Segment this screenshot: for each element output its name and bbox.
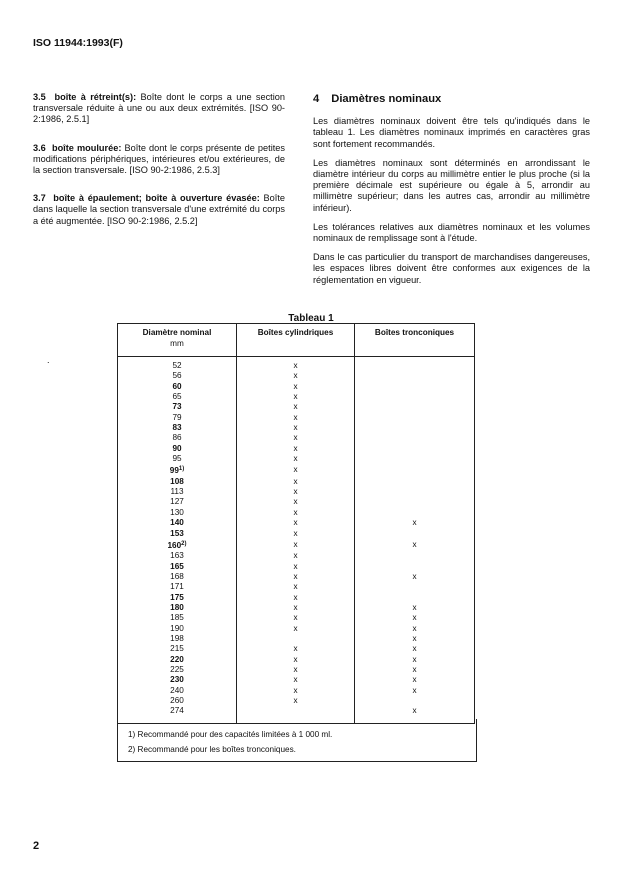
- diameter-cell: 90: [118, 444, 237, 454]
- conical-cell: [355, 562, 475, 572]
- table-row: [118, 433, 475, 443]
- conical-cell: x: [355, 572, 475, 582]
- table-row: [118, 613, 475, 623]
- cylindrical-cell: x: [237, 413, 355, 423]
- cylindrical-cell: x: [237, 423, 355, 433]
- conical-cell: x: [355, 675, 475, 685]
- stray-mark: .: [47, 355, 50, 365]
- conical-cell: x: [355, 603, 475, 613]
- conical-cell: x: [355, 706, 475, 723]
- diameter-cell: 215: [118, 644, 237, 654]
- table-row: [118, 477, 475, 487]
- conical-cell: x: [355, 634, 475, 644]
- conical-cell: [355, 529, 475, 539]
- diameter-cell: 160$^{2)}$: [118, 539, 237, 551]
- cylindrical-cell: x: [237, 487, 355, 497]
- conical-cell: x: [355, 518, 475, 528]
- diameter-cell: 190: [118, 624, 237, 634]
- diameter-cell: 220: [118, 655, 237, 665]
- diameter-cell: 163: [118, 551, 237, 561]
- cylindrical-cell: x: [237, 551, 355, 561]
- table-row: [118, 593, 475, 603]
- conical-cell: [355, 454, 475, 464]
- conical-cell: [355, 444, 475, 454]
- cylindrical-cell: x: [237, 477, 355, 487]
- diameter-cell: 274: [118, 706, 237, 723]
- table-row: [118, 497, 475, 507]
- cylindrical-cell: x: [237, 665, 355, 675]
- table-row: [118, 624, 475, 634]
- diameter-cell: 130: [118, 508, 237, 518]
- table-row: [118, 634, 475, 644]
- conical-cell: x: [355, 655, 475, 665]
- cylindrical-cell: x: [237, 357, 355, 372]
- cylindrical-cell: x: [237, 497, 355, 507]
- conical-cell: [355, 508, 475, 518]
- definition-3-7: 3.7 boîte à épaulement; boîte à ouverture évasée: Boîte dans laquelle la section transversale d'une extrémité du corps a été augmentée. [ISO 90-2:1986, 2.5.2]: [33, 193, 285, 226]
- conical-cell: [355, 593, 475, 603]
- header-diameter: Diamètre nominal mm: [118, 324, 237, 357]
- cylindrical-cell: [237, 634, 355, 644]
- table-row: [118, 665, 475, 675]
- conical-cell: [355, 357, 475, 372]
- section-title: 4 Diamètres nominaux: [313, 93, 442, 105]
- table-row: [118, 562, 475, 572]
- cylindrical-cell: x: [237, 392, 355, 402]
- table-row: [118, 518, 475, 528]
- cylindrical-cell: x: [237, 572, 355, 582]
- diameter-cell: 198: [118, 634, 237, 644]
- cylindrical-cell: x: [237, 644, 355, 654]
- cylindrical-cell: x: [237, 624, 355, 634]
- table-title: Tableau 1: [288, 313, 334, 324]
- cylindrical-cell: x: [237, 529, 355, 539]
- conical-cell: x: [355, 624, 475, 634]
- section-paragraph: Les diamètres nominaux sont déterminés en arrondissant le diamètre intérieur du corps au millimètre entier le plus proche (si la première décimale est supérieure ou égale à 5, arrondir au millimètre supérieur; dans les autres cas, arrondir au millimètre inférieur).: [313, 157, 590, 213]
- diameter-cell: 86: [118, 433, 237, 443]
- footnote-2: 2) Recommandé pour les boîtes tronconiques.: [128, 745, 296, 754]
- cylindrical-cell: x: [237, 508, 355, 518]
- conical-cell: [355, 433, 475, 443]
- conical-cell: [355, 371, 475, 381]
- conical-cell: [355, 392, 475, 402]
- conical-cell: [355, 487, 475, 497]
- table-row: [118, 539, 475, 551]
- diameter-cell: 79: [118, 413, 237, 423]
- conical-cell: [355, 696, 475, 706]
- conical-cell: [355, 402, 475, 412]
- cylindrical-cell: x: [237, 603, 355, 613]
- diameter-cell: 185: [118, 613, 237, 623]
- table-row: [118, 392, 475, 402]
- conical-cell: [355, 413, 475, 423]
- diameter-cell: 56: [118, 371, 237, 381]
- table-row: [118, 402, 475, 412]
- cylindrical-cell: x: [237, 562, 355, 572]
- header-conical: Boîtes tronconiques: [355, 324, 475, 357]
- cylindrical-cell: x: [237, 464, 355, 476]
- table-notes: [117, 719, 477, 762]
- diameter-cell: 153: [118, 529, 237, 539]
- diameter-cell: 108: [118, 477, 237, 487]
- cylindrical-cell: x: [237, 582, 355, 592]
- section-paragraph: Les tolérances relatives aux diamètres nominaux et les volumes nominaux de remplissage sont à l'étude.: [313, 221, 590, 244]
- table-row: [118, 444, 475, 454]
- diameter-cell: 73: [118, 402, 237, 412]
- table-row: [118, 357, 475, 372]
- page-number: 2: [33, 840, 40, 852]
- definition-3-6: 3.6 boîte moulurée: Boîte dont le corps présente de petites modifications périphériques, intérieures et/ou extérieures, de la section transversale. [ISO 90-2:1986, 2.5.3]: [33, 142, 285, 176]
- cylindrical-cell: x: [237, 593, 355, 603]
- diameters-table: [117, 323, 475, 724]
- definition-3-5: 3.5 boîte à rétreint(s): Boîte dont le corps a une section transversale réduite à une ou aux deux extrémités. [ISO 90-2:1986, 2.5.1]: [33, 92, 285, 125]
- diameter-cell: 95: [118, 454, 237, 464]
- section-paragraph: Dans le cas particulier du transport de marchandises dangereuses, les espaces libres doivent être conformes aux exigences de la réglementation en vigueur.: [313, 252, 590, 285]
- conical-cell: [355, 464, 475, 476]
- table-row: [118, 454, 475, 464]
- diameter-cell: 240: [118, 686, 237, 696]
- diameter-cell: 83: [118, 423, 237, 433]
- cylindrical-cell: x: [237, 444, 355, 454]
- diameter-cell: 230: [118, 675, 237, 685]
- diameter-cell: 175: [118, 593, 237, 603]
- diameter-cell: 127: [118, 497, 237, 507]
- cylindrical-cell: x: [237, 402, 355, 412]
- conical-cell: [355, 497, 475, 507]
- cylindrical-cell: x: [237, 696, 355, 706]
- diameter-cell: 260: [118, 696, 237, 706]
- table-row: [118, 582, 475, 592]
- diameter-cell: 171: [118, 582, 237, 592]
- table-row: [118, 644, 475, 654]
- footnote-1: 1) Recommandé pour des capacités limitées à 1 000 ml.: [128, 730, 333, 739]
- conical-cell: [355, 382, 475, 392]
- diameter-cell: 99$^{1)}$: [118, 464, 237, 476]
- table-row: [118, 603, 475, 613]
- definitions-column: [33, 92, 285, 244]
- cylindrical-cell: x: [237, 454, 355, 464]
- cylindrical-cell: x: [237, 382, 355, 392]
- table-row: [118, 675, 475, 685]
- cylindrical-cell: x: [237, 675, 355, 685]
- conical-cell: x: [355, 644, 475, 654]
- conical-cell: [355, 477, 475, 487]
- cylindrical-cell: x: [237, 518, 355, 528]
- diameter-cell: 180: [118, 603, 237, 613]
- diameter-cell: 168: [118, 572, 237, 582]
- conical-cell: x: [355, 665, 475, 675]
- table-row: [118, 487, 475, 497]
- cylindrical-cell: x: [237, 539, 355, 551]
- cylindrical-cell: x: [237, 686, 355, 696]
- table-row: [118, 696, 475, 706]
- table-row: [118, 382, 475, 392]
- conical-cell: [355, 582, 475, 592]
- conical-cell: x: [355, 539, 475, 551]
- cylindrical-cell: x: [237, 371, 355, 381]
- table-row: [118, 464, 475, 476]
- diameter-cell: 65: [118, 392, 237, 402]
- table-row: [118, 686, 475, 696]
- diameter-cell: 140: [118, 518, 237, 528]
- cylindrical-cell: x: [237, 433, 355, 443]
- table-row: [118, 551, 475, 561]
- conical-cell: x: [355, 686, 475, 696]
- section-paragraph: Les diamètres nominaux doivent être tels qu'indiqués dans le tableau 1. Les diamètres nominaux imprimés en caractères gras sont fortement recommandés.: [313, 116, 590, 149]
- table-row: [118, 655, 475, 665]
- table-row: [118, 529, 475, 539]
- section-4-column: [313, 92, 590, 294]
- table-row: [118, 572, 475, 582]
- table-row: [118, 413, 475, 423]
- header-cylindrical: Boîtes cylindriques: [237, 324, 355, 357]
- table-row: [118, 371, 475, 381]
- conical-cell: [355, 551, 475, 561]
- diameter-cell: 165: [118, 562, 237, 572]
- diameter-cell: 52: [118, 357, 237, 372]
- cylindrical-cell: x: [237, 655, 355, 665]
- document-header: ISO 11944:1993(F): [33, 37, 123, 49]
- conical-cell: x: [355, 613, 475, 623]
- conical-cell: [355, 423, 475, 433]
- diameter-cell: 113: [118, 487, 237, 497]
- table-row: [118, 423, 475, 433]
- diameter-cell: 60: [118, 382, 237, 392]
- diameter-cell: 225: [118, 665, 237, 675]
- cylindrical-cell: x: [237, 613, 355, 623]
- table-row: [118, 508, 475, 518]
